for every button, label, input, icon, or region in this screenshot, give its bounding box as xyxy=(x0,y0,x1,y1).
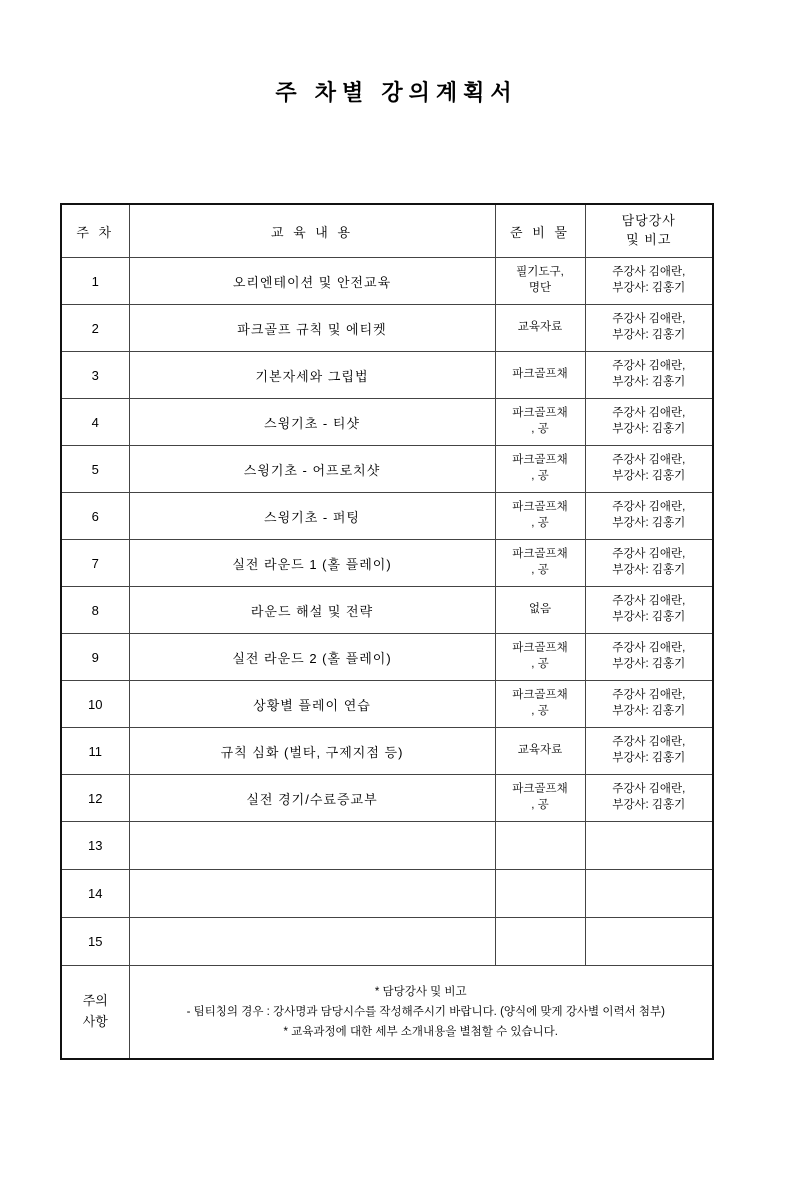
cell-teacher-line2: 부강사: 김홍기 xyxy=(612,517,686,529)
cell-teacher xyxy=(585,870,713,918)
cell-teacher xyxy=(585,775,713,822)
cell-prep xyxy=(495,681,585,728)
cell-content: 규칙 심화 (벌타, 구제지점 등) xyxy=(129,728,495,775)
cell-teacher-line1: 주강사 김애란, xyxy=(612,642,686,655)
cell-content: 실전 라운드 2 (홀 플레이) xyxy=(129,634,495,681)
cell-teacher-line1: 주강사 김애란, xyxy=(612,501,686,514)
header-teacher xyxy=(585,204,713,258)
cell-teacher xyxy=(585,634,713,681)
table-row xyxy=(61,493,713,540)
cell-prep-line1: 교육자료 xyxy=(517,744,563,757)
table-row xyxy=(61,822,713,870)
table-row xyxy=(61,681,713,728)
cell-teacher-line1: 주강사 김애란, xyxy=(612,595,686,608)
cell-content: 실전 경기/수료증교부 xyxy=(129,775,495,822)
note-line-3: * 교육과정에 대한 세부 소개내용을 별첨할 수 있습니다. xyxy=(283,1026,558,1039)
table-row xyxy=(61,258,713,305)
cell-prep-line1: 파크골프채 xyxy=(512,501,568,514)
cell-prep-line2: , 공 xyxy=(531,470,549,482)
cell-content xyxy=(129,918,495,966)
cell-prep-line2: , 공 xyxy=(531,658,549,670)
cell-teacher-line2: 부강사: 김홍기 xyxy=(612,752,686,764)
cell-prep xyxy=(495,587,585,634)
cell-prep-line1: 없음 xyxy=(528,603,552,616)
cell-prep-line1: 파크골프채 xyxy=(512,548,568,561)
cell-prep xyxy=(495,352,585,399)
cell-teacher-line1: 주강사 김애란, xyxy=(612,313,686,326)
header-prep: 준 비 물 xyxy=(495,204,585,258)
cell-prep-line2: , 공 xyxy=(531,799,549,811)
cell-content: 스윙기초 - 티샷 xyxy=(129,399,495,446)
weekly-plan-table xyxy=(60,203,714,1060)
cell-teacher xyxy=(585,728,713,775)
cell-teacher xyxy=(585,305,713,352)
cell-prep xyxy=(495,493,585,540)
cell-prep xyxy=(495,870,585,918)
cell-week: 1 xyxy=(61,258,129,305)
cell-week: 6 xyxy=(61,493,129,540)
cell-week: 5 xyxy=(61,446,129,493)
table-row xyxy=(61,352,713,399)
cell-prep xyxy=(495,634,585,681)
note-label-line1: 주의 xyxy=(82,993,108,1009)
table-row xyxy=(61,399,713,446)
cell-prep-line1: 파크골프채 xyxy=(512,642,568,655)
cell-teacher xyxy=(585,681,713,728)
cell-content: 오리엔테이션 및 안전교육 xyxy=(129,258,495,305)
document-page xyxy=(0,76,793,1197)
cell-teacher-line2: 부강사: 김홍기 xyxy=(612,376,686,388)
cell-teacher xyxy=(585,822,713,870)
table-header-row xyxy=(61,204,713,258)
cell-teacher-line1: 주강사 김애란, xyxy=(612,689,686,702)
cell-prep-line1: 파크골프채 xyxy=(512,454,568,467)
cell-teacher xyxy=(585,352,713,399)
note-label-line2: 사항 xyxy=(82,1014,108,1029)
header-content: 교 육 내 용 xyxy=(129,204,495,258)
note-line-2: - 팀티칭의 경우 : 강사명과 담당시수를 작성해주시기 바랍니다. (양식에 맞게 강사별 이력서 첨부) xyxy=(186,1005,665,1018)
cell-teacher xyxy=(585,399,713,446)
cell-week: 8 xyxy=(61,587,129,634)
cell-prep-line1: 파크골프채 xyxy=(512,407,568,420)
table-body xyxy=(61,258,713,1060)
note-line-1: * 담당강사 및 비고 xyxy=(374,985,467,998)
note-body xyxy=(129,966,713,1060)
cell-teacher-line2: 부강사: 김홍기 xyxy=(612,564,686,576)
cell-content: 실전 라운드 1 (홀 플레이) xyxy=(129,540,495,587)
cell-teacher-line1: 주강사 김애란, xyxy=(612,454,686,467)
header-teacher-line1: 담당강사 xyxy=(621,213,676,229)
cell-teacher-line2: 부강사: 김홍기 xyxy=(612,282,686,294)
cell-content xyxy=(129,870,495,918)
cell-week: 14 xyxy=(61,870,129,918)
cell-prep xyxy=(495,399,585,446)
cell-week: 2 xyxy=(61,305,129,352)
cell-content: 스윙기초 - 퍼팅 xyxy=(129,493,495,540)
header-week: 주 차 xyxy=(61,204,129,258)
cell-teacher xyxy=(585,493,713,540)
cell-prep-line1: 교육자료 xyxy=(517,321,563,334)
cell-content: 라운드 해설 및 전략 xyxy=(129,587,495,634)
cell-teacher-line1: 주강사 김애란, xyxy=(612,783,686,796)
cell-teacher-line2: 부강사: 김홍기 xyxy=(612,658,686,670)
cell-prep xyxy=(495,540,585,587)
cell-prep-line1: 파크골프채 xyxy=(512,689,568,702)
cell-week: 10 xyxy=(61,681,129,728)
header-teacher-line2: 및 비고 xyxy=(626,232,672,247)
cell-week: 3 xyxy=(61,352,129,399)
cell-content: 상황별 플레이 연습 xyxy=(129,681,495,728)
cell-prep-line1: 파크골프채 xyxy=(512,368,568,381)
cell-teacher-line2: 부강사: 김홍기 xyxy=(612,470,686,482)
cell-week: 13 xyxy=(61,822,129,870)
cell-prep xyxy=(495,728,585,775)
cell-teacher-line2: 부강사: 김홍기 xyxy=(612,799,686,811)
table-row xyxy=(61,918,713,966)
cell-week: 7 xyxy=(61,540,129,587)
table-row xyxy=(61,634,713,681)
cell-week: 9 xyxy=(61,634,129,681)
cell-teacher-line2: 부강사: 김홍기 xyxy=(612,423,686,435)
cell-content: 스윙기초 - 어프로치샷 xyxy=(129,446,495,493)
cell-week: 15 xyxy=(61,918,129,966)
cell-teacher-line1: 주강사 김애란, xyxy=(612,736,686,749)
cell-teacher xyxy=(585,540,713,587)
cell-teacher-line2: 부강사: 김홍기 xyxy=(612,329,686,341)
note-label xyxy=(61,966,129,1060)
cell-teacher-line1: 주강사 김애란, xyxy=(612,266,686,279)
cell-teacher-line2: 부강사: 김홍기 xyxy=(612,705,686,717)
cell-teacher-line1: 주강사 김애란, xyxy=(612,407,686,420)
cell-teacher xyxy=(585,587,713,634)
cell-prep-line1: 필기도구, xyxy=(516,266,564,279)
cell-prep xyxy=(495,305,585,352)
table-row xyxy=(61,446,713,493)
cell-prep xyxy=(495,822,585,870)
note-row xyxy=(61,966,713,1060)
cell-prep xyxy=(495,918,585,966)
cell-prep-line2: , 공 xyxy=(531,423,549,435)
cell-prep-line2: , 공 xyxy=(531,564,549,576)
table-row xyxy=(61,775,713,822)
cell-week: 4 xyxy=(61,399,129,446)
cell-teacher-line1: 주강사 김애란, xyxy=(612,548,686,561)
cell-prep xyxy=(495,775,585,822)
cell-week: 12 xyxy=(61,775,129,822)
table-row xyxy=(61,728,713,775)
cell-teacher xyxy=(585,446,713,493)
cell-week: 11 xyxy=(61,728,129,775)
cell-content: 파크골프 규칙 및 에티켓 xyxy=(129,305,495,352)
cell-prep xyxy=(495,258,585,305)
cell-prep xyxy=(495,446,585,493)
table-row xyxy=(61,587,713,634)
cell-content: 기본자세와 그립법 xyxy=(129,352,495,399)
cell-prep-line2: , 공 xyxy=(531,705,549,717)
page-title: 주 차별 강의계획서 xyxy=(275,80,518,105)
table-row xyxy=(61,305,713,352)
cell-content xyxy=(129,822,495,870)
cell-prep-line2: 명단 xyxy=(528,282,552,294)
cell-prep-line2: , 공 xyxy=(531,517,549,529)
cell-teacher xyxy=(585,918,713,966)
table-row xyxy=(61,870,713,918)
table-header xyxy=(61,204,713,258)
table-row xyxy=(61,540,713,587)
weekly-plan-table-container xyxy=(60,203,714,1060)
cell-teacher xyxy=(585,258,713,305)
cell-prep-line1: 파크골프채 xyxy=(512,783,568,796)
cell-teacher-line2: 부강사: 김홍기 xyxy=(612,611,686,623)
cell-teacher-line1: 주강사 김애란, xyxy=(612,360,686,373)
